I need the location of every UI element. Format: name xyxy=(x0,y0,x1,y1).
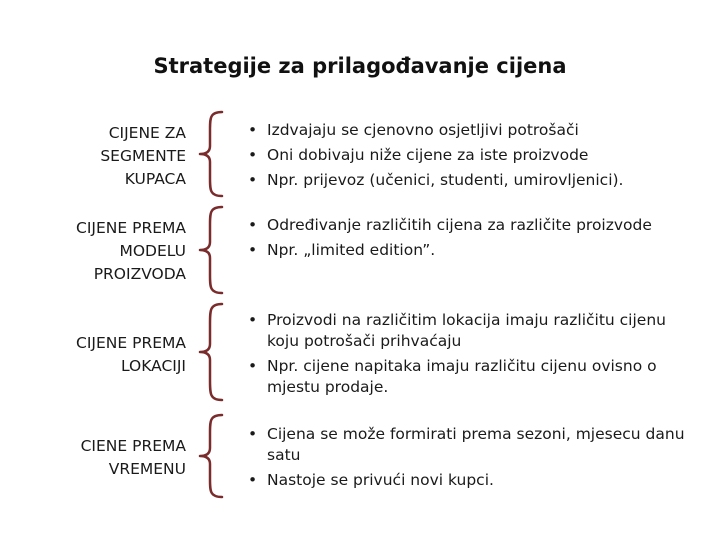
bullet-list xyxy=(248,424,688,495)
bullet-item: • Npr. „limited edition”. xyxy=(248,240,688,261)
label-line: MODELU xyxy=(119,242,186,260)
strategy-label xyxy=(40,435,186,481)
curly-brace-icon xyxy=(196,302,226,402)
label-line: SEGMENTE xyxy=(100,147,186,165)
bullet-item: • Određivanje različitih cijena za različite proizvode xyxy=(248,215,688,236)
bullet-item: • Izdvajaju se cjenovno osjetljivi potrošači xyxy=(248,120,688,141)
strategy-label xyxy=(40,217,186,286)
label-line: CIJENE PREMA xyxy=(76,219,186,237)
label-line: CIJENE PREMA xyxy=(76,334,186,352)
bullet-item: • Proizvodi na različitim lokacija imaju različitu cijenu koju potrošači prihvaćaju xyxy=(248,310,688,352)
bullet-item: • Npr. cijene napitaka imaju različitu cijenu ovisno o mjestu prodaje. xyxy=(248,356,688,398)
bullet-list xyxy=(248,215,688,265)
curly-brace-icon xyxy=(196,413,226,499)
bullet-item: • Npr. prijevoz (učenici, studenti, umirovljenici). xyxy=(248,170,688,191)
label-line: LOKACIJI xyxy=(120,357,186,375)
bullet-list xyxy=(248,120,688,195)
strategy-label xyxy=(40,332,186,378)
label-line: CIJENE ZA xyxy=(108,124,186,142)
curly-brace-icon xyxy=(196,205,226,295)
bullet-item: • Nastoje se privući novi kupci. xyxy=(248,470,688,491)
label-line: KUPACA xyxy=(124,170,186,188)
strategy-label xyxy=(40,122,186,191)
bullet-list xyxy=(248,310,688,402)
label-line: PROIZVODA xyxy=(93,265,186,283)
label-line: CIENE PREMA xyxy=(80,437,186,455)
page-title: Strategije za prilagođavanje cijena xyxy=(153,54,567,78)
curly-brace-icon xyxy=(196,110,226,198)
bullet-item: • Cijena se može formirati prema sezoni, mjesecu danu satu xyxy=(248,424,688,466)
bullet-item: • Oni dobivaju niže cijene za iste proizvode xyxy=(248,145,688,166)
label-line: VREMENU xyxy=(108,460,186,478)
